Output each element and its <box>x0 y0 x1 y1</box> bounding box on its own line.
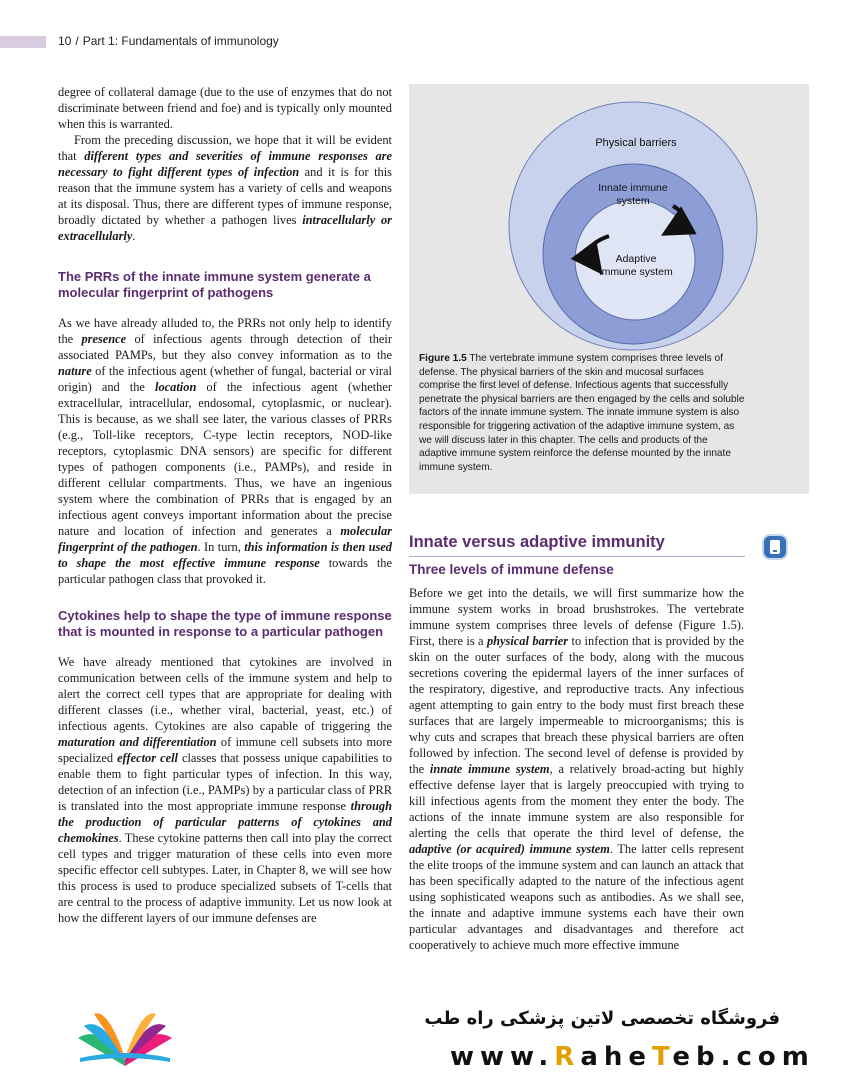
emphasis-text: nature <box>58 364 92 378</box>
store-url <box>450 1042 815 1072</box>
body-text-run: to infection that is provided by the skin on the outer surfaces of the body, along with the mucous secretions covering the epidermal layers of the inner surfaces of the respiratory, digestive, and reproductive tracts. Any infectious agent attempting to gain entry to the body must first breach these surfaces that are largely impermeable to microorganisms; this is why cuts and scrapes that breach these physical barriers are often followed by infection. The second level of defense is provided by the <box>409 634 744 776</box>
url-suffix: .com <box>720 1042 815 1072</box>
running-head <box>58 34 279 48</box>
body-text-run: . The latter cells represent the elite troops of the immune system and can launch an attack that has been specifically adapted to the nature of the infectious agent using sophisticated weapons such as antibodies. As we shall see, the innate and adaptive immune systems each have their own particular advantages and disadvantages and therefore act cooperatively to achieve much more effective immune <box>409 842 745 952</box>
body-text-run: , a relatively broad-acting but highly effective defense layer that is largely preoccupied with trying to kill infectious agents from the moment they enter the body. The actions of the innate immune system are also responsible for alerting the cells that operate the third level of defense, the <box>409 762 744 840</box>
body-text-run: of immune cell subsets into more specialized <box>58 735 392 765</box>
body-text-run: of infectious agents through detection of their associated PAMPs, but they also convey information as to the <box>58 332 392 362</box>
book-rainbow-logo <box>70 1004 180 1070</box>
url-r: R <box>554 1042 581 1072</box>
emphasis-text: effector cell <box>117 751 178 765</box>
body-text-run: From the preceding discussion, we hope that it will be evident that <box>58 133 392 163</box>
inner-label-line-1: Adaptive <box>615 253 657 265</box>
body-text-run: As we have already alluded to, the PRRs not only help to identify the <box>58 316 392 346</box>
body-text-run: and it is for this reason that the immune system has a variety of cells and weapons at its disposal. Thus, there are different types of immune response, broadly dictated by whether a pathogen lives <box>58 165 392 227</box>
body-text-run: classes that possess unique capabilities to enable them to fight particular types of infection. In this way, detection of an infection (i.e., PAMPs) by a particular class of PRR is translated into the most appropriate immune response <box>58 751 392 813</box>
url-eb: eb <box>672 1042 721 1072</box>
url-ahe: ahe <box>580 1042 653 1072</box>
figure-caption <box>419 352 747 474</box>
left-paragraph-4 <box>58 654 392 926</box>
caption-text: The vertebrate immune system comprises three levels of defense. The physical barriers of the skin and mucosal surfaces comprise the first level of defense. Infectious agents that successfully penetrate the physical barriers are then engaged by the cells and soluble factors of the innate immune system. The innate immune system is also responsible for triggering activation of the adaptive immune system, as we will discuss later in this chapter. The cells and products of the adaptive immune system reinforce the defense mounted by the innate immune system. <box>419 353 745 473</box>
left-paragraph-1: degree of collateral damage (due to the use of enzymes that do not discriminate between friend and foe) and is typically only mounted when this is warranted. <box>58 85 392 131</box>
url-prefix: www. <box>450 1042 555 1072</box>
store-footer <box>0 990 843 1080</box>
body-text-run: . In turn, <box>197 540 245 554</box>
emphasis-text: adaptive (or acquired) immune system <box>409 842 610 856</box>
emphasis-text: physical barrier <box>486 634 569 648</box>
emphasis-text: molecular fingerprint of the pathogen <box>58 524 392 554</box>
emphasis-text: maturation and differentiation <box>58 735 217 749</box>
emphasis-text: through the production of particular patterns of cytokines and chemokines <box>58 799 392 845</box>
emphasis-text: this information is then used to shape the most effective immune response <box>58 540 392 570</box>
emphasis-text: different types and severities of immune responses are necessary to fight different types of infection <box>58 149 392 179</box>
heading-innate-vs-adaptive: Innate versus adaptive immunity <box>409 533 745 557</box>
page-number: 10 <box>58 34 72 48</box>
header-separator: / <box>75 34 79 48</box>
body-text-run: . <box>132 229 136 243</box>
url-t: T <box>652 1042 673 1072</box>
heading-three-levels: Three levels of immune defense <box>409 562 614 577</box>
middle-label-line-1: Innate immune <box>598 182 668 194</box>
section-heading-cytokines: Cytokines help to shape the type of immune response that is mounted in response to a particular pathogen <box>58 608 392 639</box>
section-heading-prrs: The PRRs of the innate immune system generate a molecular fingerprint of pathogens <box>58 269 371 300</box>
body-text-run: of the infectious agent (whether of fungal, bacterial or viral origin) and the <box>58 364 392 394</box>
immune-layers-diagram <box>503 96 763 356</box>
mobile-device-icon <box>764 536 786 558</box>
right-column <box>409 585 744 953</box>
body-text-run: of the infectious agent (whether extracellular, intracellular, endosomal, cytoplasmic, or nuclear). This is because, as we shall see later, the various classes of PRRs (e.g., Toll-like receptors, C-type lectin receptors, NOD-like receptors, cytoplasmic DNA sensors) are specific for different types of pathogen components (i.e., PAMPs), and reside in different cellular compartments. Thus, we have an ingenious system where the combination of PRRs that is engaged by an infectious agent conveys important information about the precise nature and location of infection and generates a <box>58 380 392 538</box>
body-text-run: . These cytokine patterns then call into play the correct cell types and trigger maturation of these cells into even more specific effector cell subtypes. Later, in Chapter 8, we will see how this process is used to produce specialized subsets of T-cells that are central to the process of adaptive immunity. Let us now look at how the different layers of our immune defenses are <box>58 831 392 925</box>
emphasis-text: innate immune system <box>429 762 550 776</box>
header-color-bar <box>0 36 46 48</box>
emphasis-text: location <box>155 380 197 394</box>
part-title: Part 1: Fundamentals of immunology <box>82 34 279 48</box>
emphasis-text: presence <box>81 332 127 346</box>
body-text-run: We have already mentioned that cytokines are involved in communication between cells of the immune system and help to alert the correct cell types that are appropriate for dealing with different classes (i.e., whether viral, bacterial, yeast, etc.) of infectious agents. Cytokines are also capable of triggering the <box>58 655 392 733</box>
inner-label-line-2: immune system <box>599 266 673 278</box>
figure-1-5 <box>409 84 809 494</box>
middle-label-line-2: system <box>616 195 650 207</box>
emphasis-text: intracellularly or extracellularly <box>58 213 392 243</box>
body-text-run: Before we get into the details, we will first summarize how the immune system works in broad brushstrokes. The vertebrate immune system comprises three levels of defense (Figure 1.5). First, there is a <box>409 586 744 648</box>
left-paragraph-3 <box>58 315 392 587</box>
outer-label: Physical barriers <box>595 137 677 149</box>
left-column <box>58 84 392 926</box>
right-paragraph-1 <box>409 585 744 953</box>
caption-label: Figure 1.5 <box>419 353 467 364</box>
body-text-run: towards the particular pathogen class that provoked it. <box>58 556 393 586</box>
store-name: فروشگاه تخصصی لاتین پزشکی راه طب <box>424 1008 780 1029</box>
left-paragraph-2 <box>58 132 392 244</box>
